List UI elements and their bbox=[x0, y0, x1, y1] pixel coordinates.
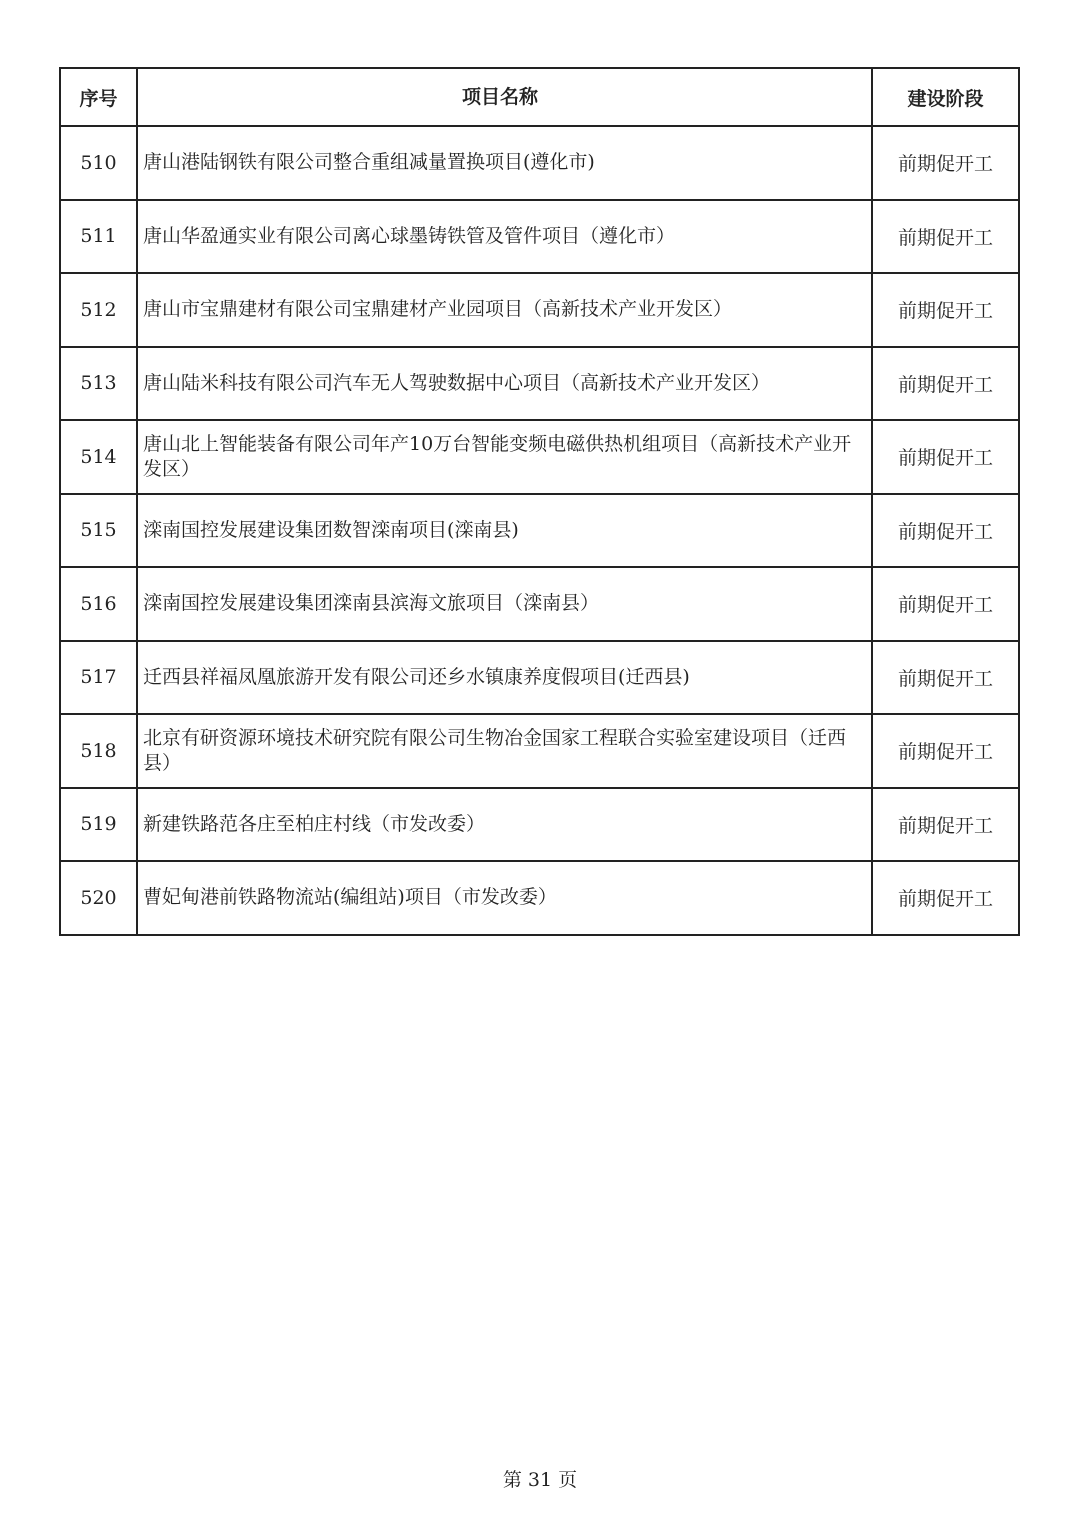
stage-cell: 前期促开工 bbox=[872, 200, 1019, 274]
table-row bbox=[60, 788, 1019, 862]
stage-cell: 前期促开工 bbox=[872, 788, 1019, 862]
serial-number-cell: 519 bbox=[60, 788, 137, 862]
stage-cell: 前期促开工 bbox=[872, 861, 1019, 935]
table-row bbox=[60, 347, 1019, 421]
serial-number-cell: 516 bbox=[60, 567, 137, 641]
project-name-cell: 唐山港陆钢铁有限公司整合重组减量置换项目(遵化市) bbox=[137, 126, 872, 200]
serial-number-cell: 518 bbox=[60, 714, 137, 788]
stage-cell: 前期促开工 bbox=[872, 641, 1019, 715]
serial-number-cell: 512 bbox=[60, 273, 137, 347]
stage-cell: 前期促开工 bbox=[872, 273, 1019, 347]
stage-cell: 前期促开工 bbox=[872, 420, 1019, 494]
project-name-cell: 曹妃甸港前铁路物流站(编组站)项目（市发改委） bbox=[137, 861, 872, 935]
project-name-cell: 滦南国控发展建设集团数智滦南项目(滦南县) bbox=[137, 494, 872, 568]
stage-cell: 前期促开工 bbox=[872, 714, 1019, 788]
table-row bbox=[60, 200, 1019, 274]
project-name-cell: 唐山陆米科技有限公司汽车无人驾驶数据中心项目（高新技术产业开发区） bbox=[137, 347, 872, 421]
table-row bbox=[60, 126, 1019, 200]
table-row bbox=[60, 714, 1019, 788]
project-name-cell: 唐山北上智能装备有限公司年产10万台智能变频电磁供热机组项目（高新技术产业开发区） bbox=[137, 420, 872, 494]
stage-cell: 前期促开工 bbox=[872, 126, 1019, 200]
header-project-name: 项目名称 bbox=[137, 68, 872, 126]
serial-number-cell: 515 bbox=[60, 494, 137, 568]
header-serial-number: 序号 bbox=[60, 68, 137, 126]
serial-number-cell: 513 bbox=[60, 347, 137, 421]
project-name-cell: 北京有研资源环境技术研究院有限公司生物冶金国家工程联合实验室建设项目（迁西县） bbox=[137, 714, 872, 788]
table-row bbox=[60, 273, 1019, 347]
table-header-row bbox=[60, 68, 1019, 126]
serial-number-cell: 520 bbox=[60, 861, 137, 935]
table-row bbox=[60, 861, 1019, 935]
page-number: 第 31 页 bbox=[502, 1469, 578, 1491]
table-row bbox=[60, 567, 1019, 641]
project-name-cell: 滦南国控发展建设集团滦南县滨海文旅项目（滦南县） bbox=[137, 567, 872, 641]
header-construction-stage: 建设阶段 bbox=[872, 68, 1019, 126]
stage-cell: 前期促开工 bbox=[872, 567, 1019, 641]
serial-number-cell: 517 bbox=[60, 641, 137, 715]
serial-number-cell: 510 bbox=[60, 126, 137, 200]
project-name-cell: 迁西县祥福凤凰旅游开发有限公司还乡水镇康养度假项目(迁西县) bbox=[137, 641, 872, 715]
table-row bbox=[60, 494, 1019, 568]
stage-cell: 前期促开工 bbox=[872, 347, 1019, 421]
table-row bbox=[60, 641, 1019, 715]
project-name-cell: 新建铁路范各庄至柏庄村线（市发改委） bbox=[137, 788, 872, 862]
stage-cell: 前期促开工 bbox=[872, 494, 1019, 568]
project-table bbox=[59, 67, 1020, 936]
project-name-cell: 唐山市宝鼎建材有限公司宝鼎建材产业园项目（高新技术产业开发区） bbox=[137, 273, 872, 347]
serial-number-cell: 511 bbox=[60, 200, 137, 274]
table-row bbox=[60, 420, 1019, 494]
serial-number-cell: 514 bbox=[60, 420, 137, 494]
project-name-cell: 唐山华盈通实业有限公司离心球墨铸铁管及管件项目（遵化市） bbox=[137, 200, 872, 274]
